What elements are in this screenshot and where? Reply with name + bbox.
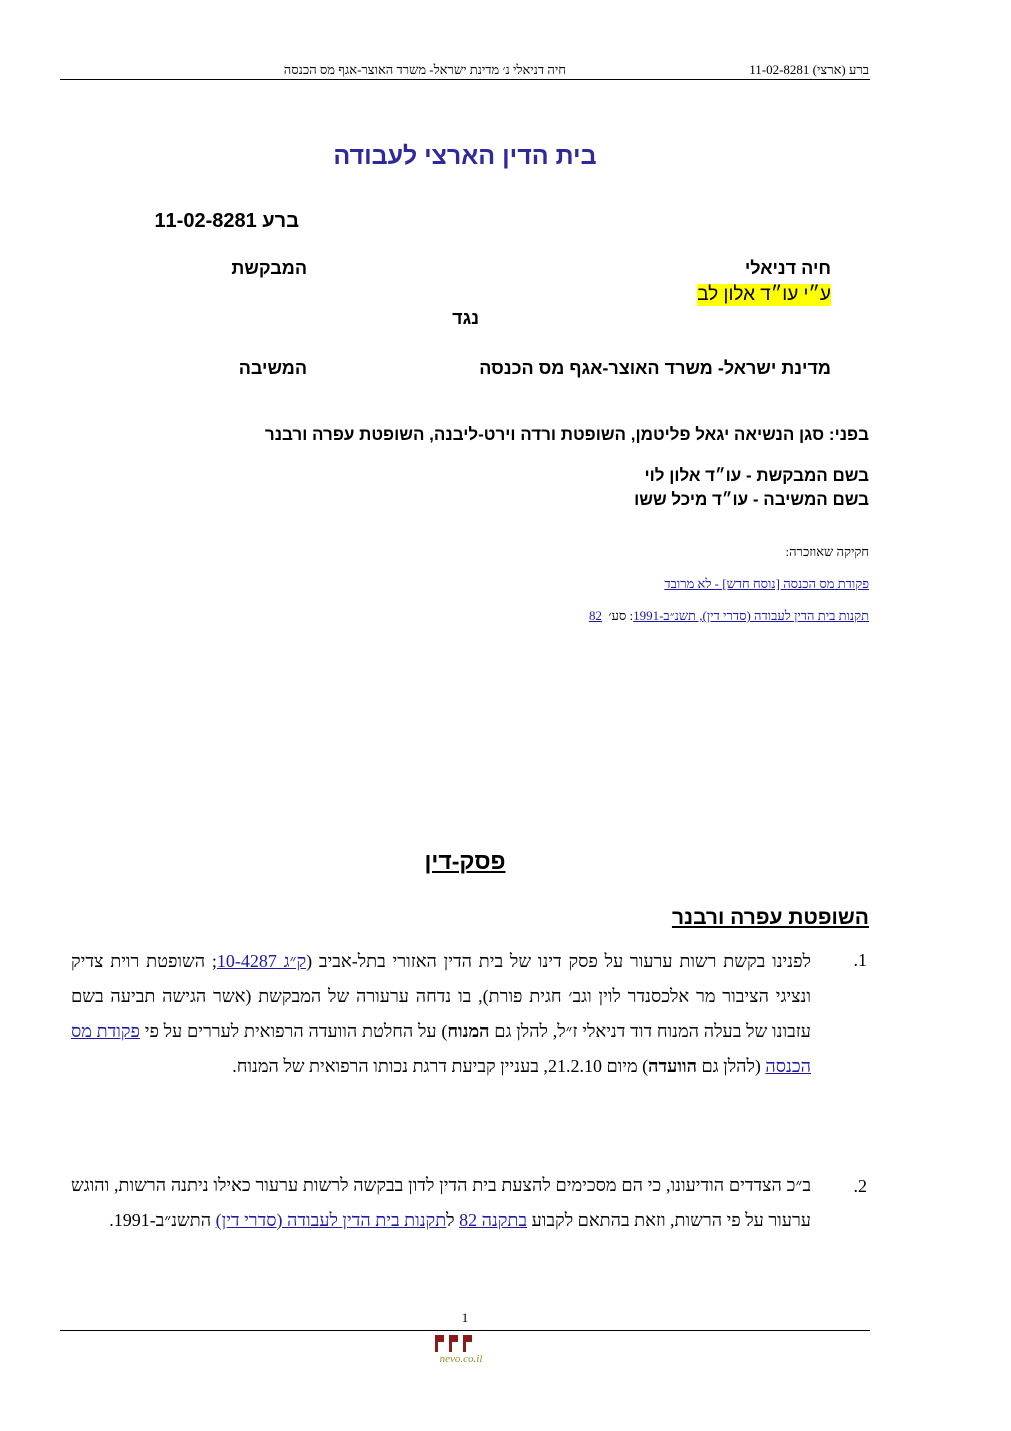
- applicant-representative: ע״י עו״ד אלון לב: [697, 284, 831, 305]
- bench-composition: בפני: סגן הנשיאה יגאל פליטמן, השופטת ורדה וירט-ליבנה, השופטת עפרה ורבנר: [264, 425, 869, 444]
- header-case-ref: ברע (ארצי) 11-02-8281: [749, 62, 869, 77]
- counsel-applicant: בשם המבקשת - עו״ד אלון לוי: [644, 466, 869, 485]
- legislation-link-labor-court-regulations[interactable]: תקנות בית הדין לעבודה (סדרי דין), תשנ״ב-1991: [633, 608, 869, 623]
- header-divider: [60, 79, 870, 80]
- legislation-item-2: [589, 608, 869, 624]
- labor-court-regulations-link[interactable]: תקנות בית הדין לעבודה (סדרי דין): [215, 1210, 447, 1230]
- respondent-role: המשיבה: [238, 358, 307, 378]
- applicant-role: המבקשת: [231, 258, 307, 278]
- case-number: ברע 11-02-8281: [154, 210, 299, 232]
- legislation-heading: חקיקה שאוזכרה:: [785, 544, 869, 559]
- legislation-item-1: [664, 576, 869, 592]
- paragraph-2: ב״כ הצדדים הודיעונו, כי הם מסכימים להצעת בית הדין לדון בבקשה לרשות ערעור כאילו ניתנה הרשות, והוגש ערעור על פי הרשות, וזאת בהתאם לקבוע בתקנה 82 לתקנות בית הדין לעבודה (סדרי דין) התשנ״ב-1991.: [71, 1175, 811, 1230]
- page-number: 1: [461, 1310, 469, 1325]
- legislation-link-income-tax-ordinance[interactable]: פקודת מס הכנסה [נוסח חדש] - לא מרובד: [664, 576, 869, 591]
- applicant-name: חיה דניאלי: [744, 258, 831, 278]
- paragraph-2-number: .2: [853, 1176, 867, 1196]
- footer-divider: [60, 1330, 870, 1331]
- regulation-82-link[interactable]: בתקנה 82: [459, 1210, 528, 1230]
- ordinance-link[interactable]: פקודת מס הכנסה: [71, 1021, 811, 1076]
- respondent-name: מדינת ישראל- משרד האוצר-אגף מס הכנסה: [479, 358, 831, 378]
- judge-heading: השופטת עפרה ורבנר: [671, 906, 869, 929]
- paragraph-1-number: .1: [853, 950, 867, 970]
- legislation-section-label: : סע׳: [608, 608, 634, 623]
- versus-label: נגד: [452, 308, 479, 328]
- term-deceased: המנוח: [447, 1021, 490, 1041]
- legislation-link-section-82[interactable]: 82: [588, 608, 602, 623]
- svg-text:nevo.co.il: nevo.co.il: [439, 1353, 483, 1365]
- paragraph-1: לפנינו בקשת רשות ערעור על פסק דינו של בית הדין האזורי בתל-אביב (ק״ג 10-4287; השופטת רוית צדיק ונציגי הציבור מר אלכסנדר לוין וגב׳ חגית פורת), בו נדחה ערעורה של המבקשת (אשר הגישה תביעה בשם עזבונו של בעלה המנוח דוד דניאלי ז״ל, להלן גם המנוח) על החלטת הוועדה הרפואית לעררים על פי פקודת מס הכנסה (להלן גם הוועדה) מיום 21.2.10, בעניין קביעת דרגת נכותו הרפואית של המנוח.: [71, 951, 811, 1076]
- nevo-logo: [421, 1333, 501, 1365]
- court-name: בית הדין הארצי לעבודה: [333, 142, 597, 170]
- counsel-respondent: בשם המשיבה - עו״ד מיכל ששו: [634, 490, 869, 509]
- term-committee: הוועדה: [648, 1056, 697, 1076]
- judgment-title: פסק-דין: [424, 848, 506, 874]
- header-case-title: חיה דניאלי נ׳ מדינת ישראל- משרד האוצר-אגף מס הכנסה: [283, 62, 566, 77]
- case-link-4287-10[interactable]: ק״ג 10-4287: [216, 951, 307, 971]
